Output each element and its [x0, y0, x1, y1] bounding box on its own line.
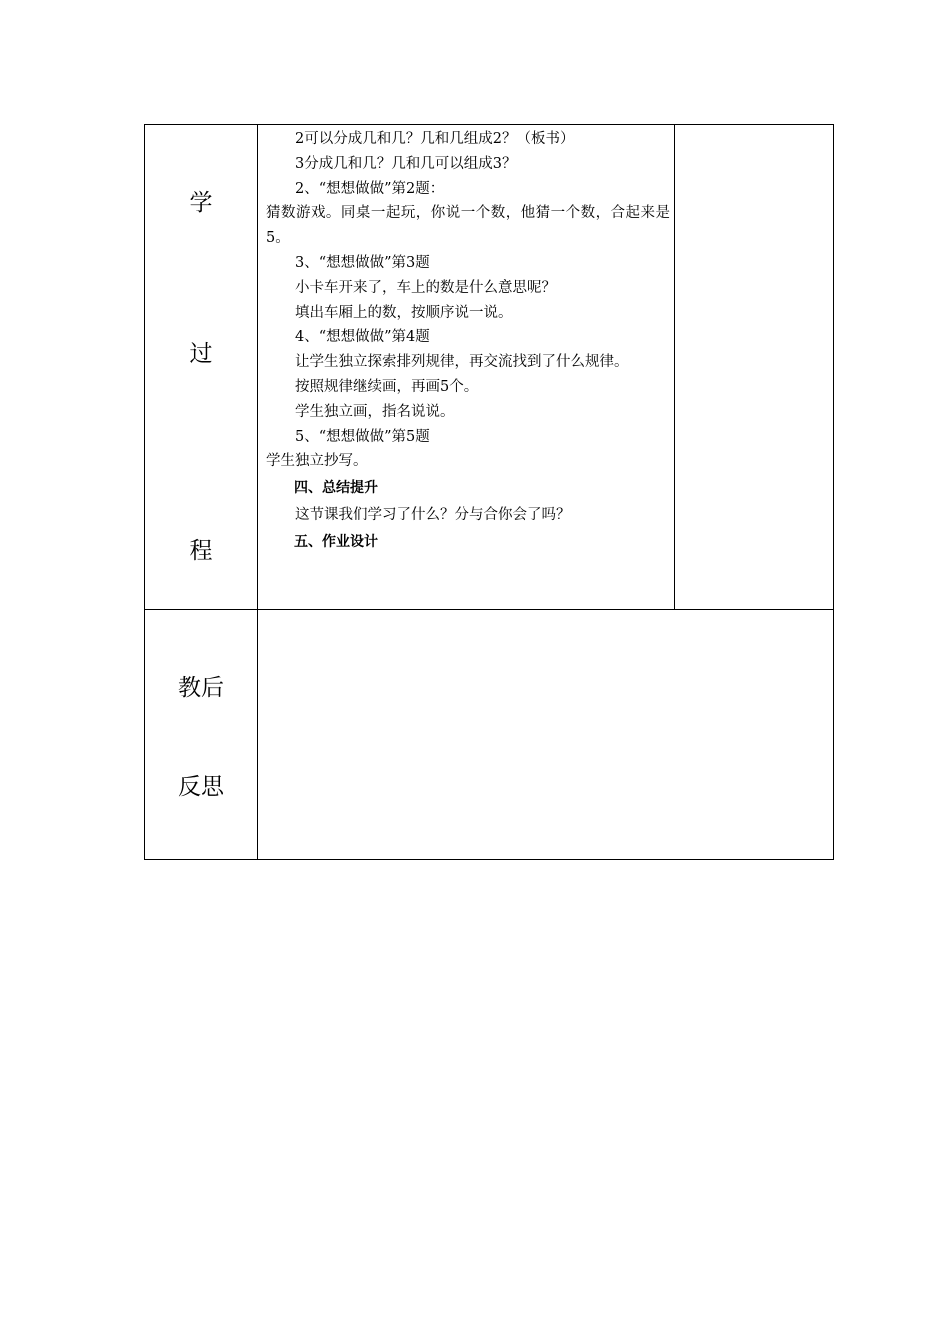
content-line: 4、“想想做做”第4题 [295, 329, 430, 346]
lesson-plan-table [144, 124, 834, 860]
process-notes-cell [675, 125, 834, 610]
content-line: 猜数游戏。同桌一起玩，你说一个数，他猜一个数，合起来是5。 [266, 205, 670, 247]
content-line: 学生独立抄写。 [266, 453, 368, 470]
reflection-row [145, 610, 834, 860]
content-line: 2可以分成几和几？几和几组成2？（板书） [295, 131, 575, 147]
content-line: 让学生独立探索排列规律，再交流找到了什么规律。 [295, 354, 629, 371]
reflection-content-cell [258, 610, 834, 860]
section-heading: 五、作业设计 [294, 533, 378, 550]
process-label-char-2: 过 [189, 341, 213, 367]
content-line: 2、“想想做做”第2题： [295, 180, 445, 197]
reflection-label-cell [145, 610, 258, 860]
content-line: 5、“想想做做”第5题 [295, 428, 430, 445]
content-line: 3、“想想做做”第3题 [295, 254, 430, 271]
process-content-cell [258, 125, 675, 610]
content-line: 按照规律继续画，再画5个。 [295, 378, 479, 395]
content-line: 学生独立画，指名说说。 [295, 403, 455, 420]
process-label-char-3: 程 [189, 538, 213, 564]
reflection-label-line-2: 反思 [178, 774, 224, 800]
content-line: 填出车厢上的数，按顺序说一说。 [295, 304, 513, 321]
process-content [258, 125, 674, 557]
content-line: 小卡车开来了，车上的数是什么意思呢？ [295, 279, 556, 296]
content-line: 3分成几和几？几和几可以组成3？ [295, 155, 517, 172]
content-line: 这节课我们学习了什么？分与合你会了吗？ [295, 507, 571, 524]
process-label-char-1: 学 [189, 190, 213, 216]
reflection-label-line-1: 教后 [178, 675, 224, 701]
process-label-cell [145, 125, 258, 610]
teaching-process-row [145, 125, 834, 610]
section-heading: 四、总结提升 [294, 480, 378, 497]
